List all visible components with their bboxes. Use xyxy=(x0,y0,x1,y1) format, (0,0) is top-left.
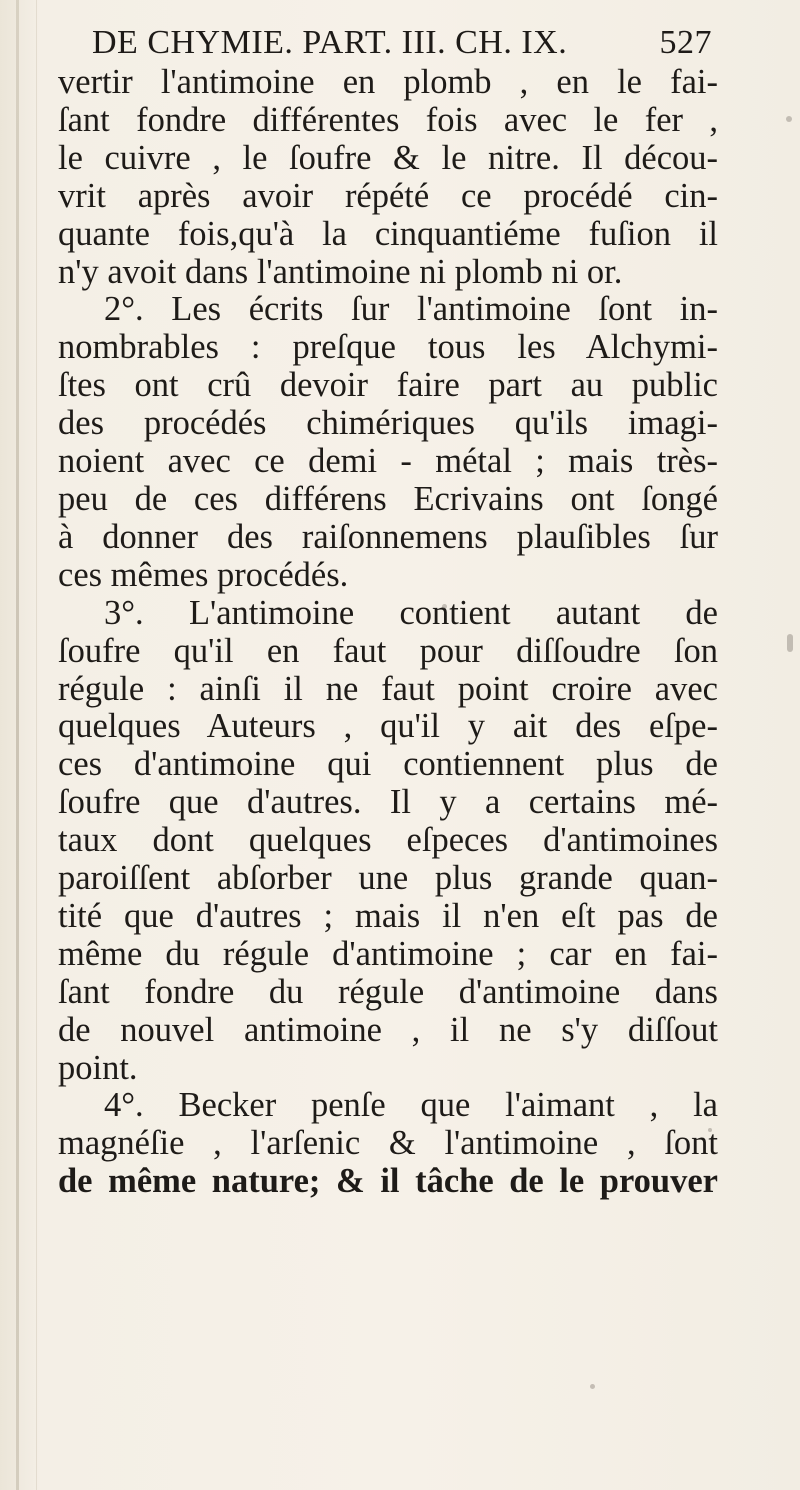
paper-speck xyxy=(708,1128,712,1132)
text-line: même du régule d'antimoine ; car en fai- xyxy=(58,934,718,973)
paper-speck xyxy=(787,634,793,652)
text-line: ces d'antimoine qui contiennent plus de xyxy=(58,745,718,784)
page-number: 527 xyxy=(659,24,712,61)
text-line: quante fois,qu'à la cinquantiéme fuſion il xyxy=(58,214,718,253)
text-line: 4°. Becker penſe que l'aimant , la xyxy=(104,1086,718,1125)
text-line: des procédés chimériques qu'ils imagi- xyxy=(58,404,718,443)
text-line: le cuivre , le ſoufre & le nitre. Il décou- xyxy=(58,138,718,177)
running-title: DE CHYMIE. PART. III. CH. IX. xyxy=(92,24,568,61)
text-line: n'y avoit dans l'antimoine ni plomb ni or. xyxy=(58,252,623,291)
text-line: 2°. Les écrits ſur l'antimoine ſont in- xyxy=(104,290,718,329)
text-line: ces mêmes procédés. xyxy=(58,555,349,594)
text-line: ſant fondre différentes fois avec le fer , xyxy=(58,100,718,139)
text-line: nombrables : preſque tous les Alchymi- xyxy=(58,328,718,367)
text-line: régule : ainſi il ne faut point croire avec xyxy=(58,669,718,708)
text-line: de même nature; & il tâche de le prouver xyxy=(58,1162,718,1201)
text-line: quelques Auteurs , qu'il y ait des eſpe- xyxy=(58,707,718,746)
text-line: tité que d'autres ; mais il n'en eſt pas de xyxy=(58,896,718,935)
text-line: à donner des raiſonnemens plauſibles ſur xyxy=(58,517,718,556)
text-line: ſoufre qu'il en faut pour diſſoudre ſon xyxy=(58,631,718,670)
text-line: point. xyxy=(58,1048,138,1087)
text-line: magnéſie , l'arſenic & l'antimoine , ſont xyxy=(58,1124,718,1163)
text-line: 3°. L'antimoine contient autant de xyxy=(104,593,718,632)
text-line: ſtes ont crû devoir faire part au public xyxy=(58,366,718,405)
text-line: de nouvel antimoine , il ne s'y diſſout xyxy=(58,1010,718,1049)
text-line: ſant fondre du régule d'antimoine dans xyxy=(58,972,718,1011)
paper-speck xyxy=(590,1384,595,1389)
paper-speck xyxy=(786,116,792,122)
page-gutter-shadow xyxy=(16,0,19,1490)
text-line: peu de ces différens Ecrivains ont ſongé xyxy=(58,479,718,518)
page-fold-line xyxy=(36,0,37,1490)
text-line: vertir l'antimoine en plomb , en le fai- xyxy=(58,63,718,101)
body-text xyxy=(58,64,718,1201)
paper-speck xyxy=(442,604,447,609)
text-line: ſoufre que d'autres. Il y a certains mé- xyxy=(58,783,718,822)
text-line: noient avec ce demi - métal ; mais très- xyxy=(58,442,718,481)
text-line: vrit après avoir répété ce procédé cin- xyxy=(58,176,718,215)
text-line: paroiſſent abſorber une plus grande quan- xyxy=(58,859,718,898)
text-line: taux dont quelques eſpeces d'antimoines xyxy=(58,821,718,860)
